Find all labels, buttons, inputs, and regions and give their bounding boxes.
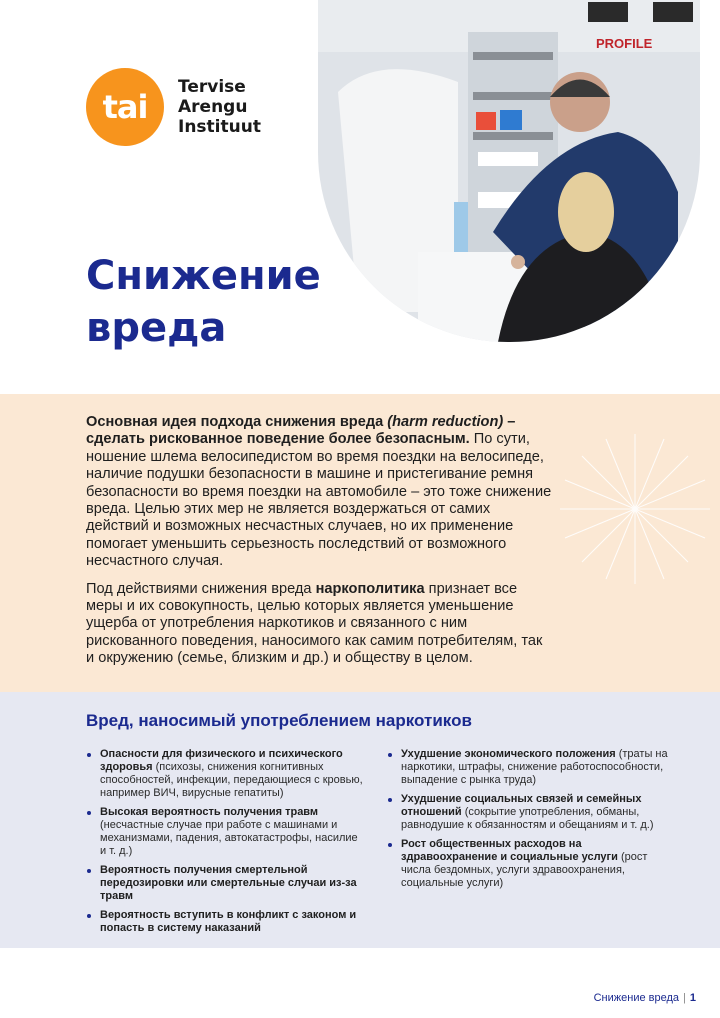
logo-mark: tai — [102, 88, 148, 126]
list-item — [387, 793, 677, 832]
intro-p1-bold-a: Основная идея подхода снижения вреда — [86, 414, 388, 430]
logo-wordmark — [178, 77, 261, 137]
list-item-text: (траты на наркотики, штрафы, снижение работоспособности, выпадение с рынка труда) — [401, 748, 668, 786]
intro-p1-bold-italic: (harm reduction) — [387, 414, 504, 430]
list-item — [387, 838, 677, 890]
list-item-head: Ухудшение экономического положения — [401, 748, 616, 760]
list-item-text: (сокрытие употребления, обманы, равнодушие к обязанностям и обещаниям и т. д.) — [401, 806, 654, 831]
intro-p2-b: признает все меры и их совокупность, целью которых является уменьшение ущерба от употребления наркотиков и связанного с ним рискованного поведения, наносимого как самим потребителям, так и окружению (семье, близким и др.) и обществу в целом. — [86, 580, 543, 667]
list-item-text: (несчастные случае при работе с машинами и механизмами, падения, автокатастрофы, насилие и т. д.) — [100, 819, 358, 857]
intro-p1-rest: По сути, ношение шлема велосипедистом во время поездки на велосипеде, наличие подушки безопасности в машине и пристегивание ремня безопасности во время поездки на автомобиле – это тоже снижение вреда. Целью этих мер не является воздержаться от самих действий и возможных несчастных случаев, но их применение помогает уменьшить серьезность последствий от возможного несчастного случая. — [86, 431, 552, 570]
harms-section — [0, 692, 720, 948]
harms-title: Вред, наносимый употреблением наркотиков — [86, 711, 472, 730]
title-line-1: Снижение — [86, 253, 321, 299]
logo-line-2: Arengu — [178, 97, 248, 117]
page-number: 1 — [689, 992, 696, 1004]
list-item — [387, 748, 677, 787]
list-item-text: (психозы, снижения когнитивных способностей, инфекции, передающиеся с кровью, например ВИЧ, вирусные гепатиты) — [100, 761, 363, 799]
van-brand-text: PROFILE — [596, 36, 653, 51]
intro-text — [86, 414, 554, 678]
list-item-head: Ухудшение социальных связей и семейных отношений — [401, 793, 642, 818]
logo-emblem — [86, 68, 164, 146]
intro-paragraph-1 — [86, 414, 554, 571]
harms-list-right — [387, 748, 677, 896]
list-item — [86, 864, 366, 903]
intro-p2-bold: наркополитика — [315, 580, 425, 597]
harms-list-left — [86, 748, 366, 941]
logo-line-1: Tervise — [178, 77, 246, 97]
logo-line-3: Instituut — [178, 117, 261, 137]
list-item-head: Вероятность вступить в конфликт с законом и попасть в систему наказаний — [100, 909, 357, 934]
intro-p1-bold-b: – сделать рискованное поведение более безопасным. — [86, 414, 516, 448]
list-item — [86, 748, 366, 800]
institute-logo — [86, 68, 261, 146]
intro-section — [0, 394, 720, 692]
intro-p2-a: Под действиями снижения вреда — [86, 580, 316, 597]
title-line-2: вреда — [86, 305, 227, 351]
list-item — [86, 909, 366, 935]
list-item — [86, 806, 366, 858]
list-item-head: Высокая вероятность получения травм — [100, 806, 319, 818]
footer-label: Снижение вреда — [593, 992, 680, 1004]
footer-separator: | — [683, 992, 686, 1004]
list-item-head: Вероятность получения смертельной передозировки или смертельные случаи из-за травм — [100, 864, 357, 902]
intro-paragraph-2 — [86, 581, 554, 668]
page-title — [86, 250, 386, 354]
list-item-head: Рост общественных расходов на здравоохранение и социальные услуги — [401, 838, 618, 863]
sunburst-decoration — [560, 434, 710, 584]
list-item-text: (рост числа бездомных, услуги здравоохранения, социальные услуги) — [401, 851, 648, 889]
list-item-head: Опасности для физического и психического здоровья — [100, 748, 343, 773]
page-footer — [594, 992, 696, 1004]
